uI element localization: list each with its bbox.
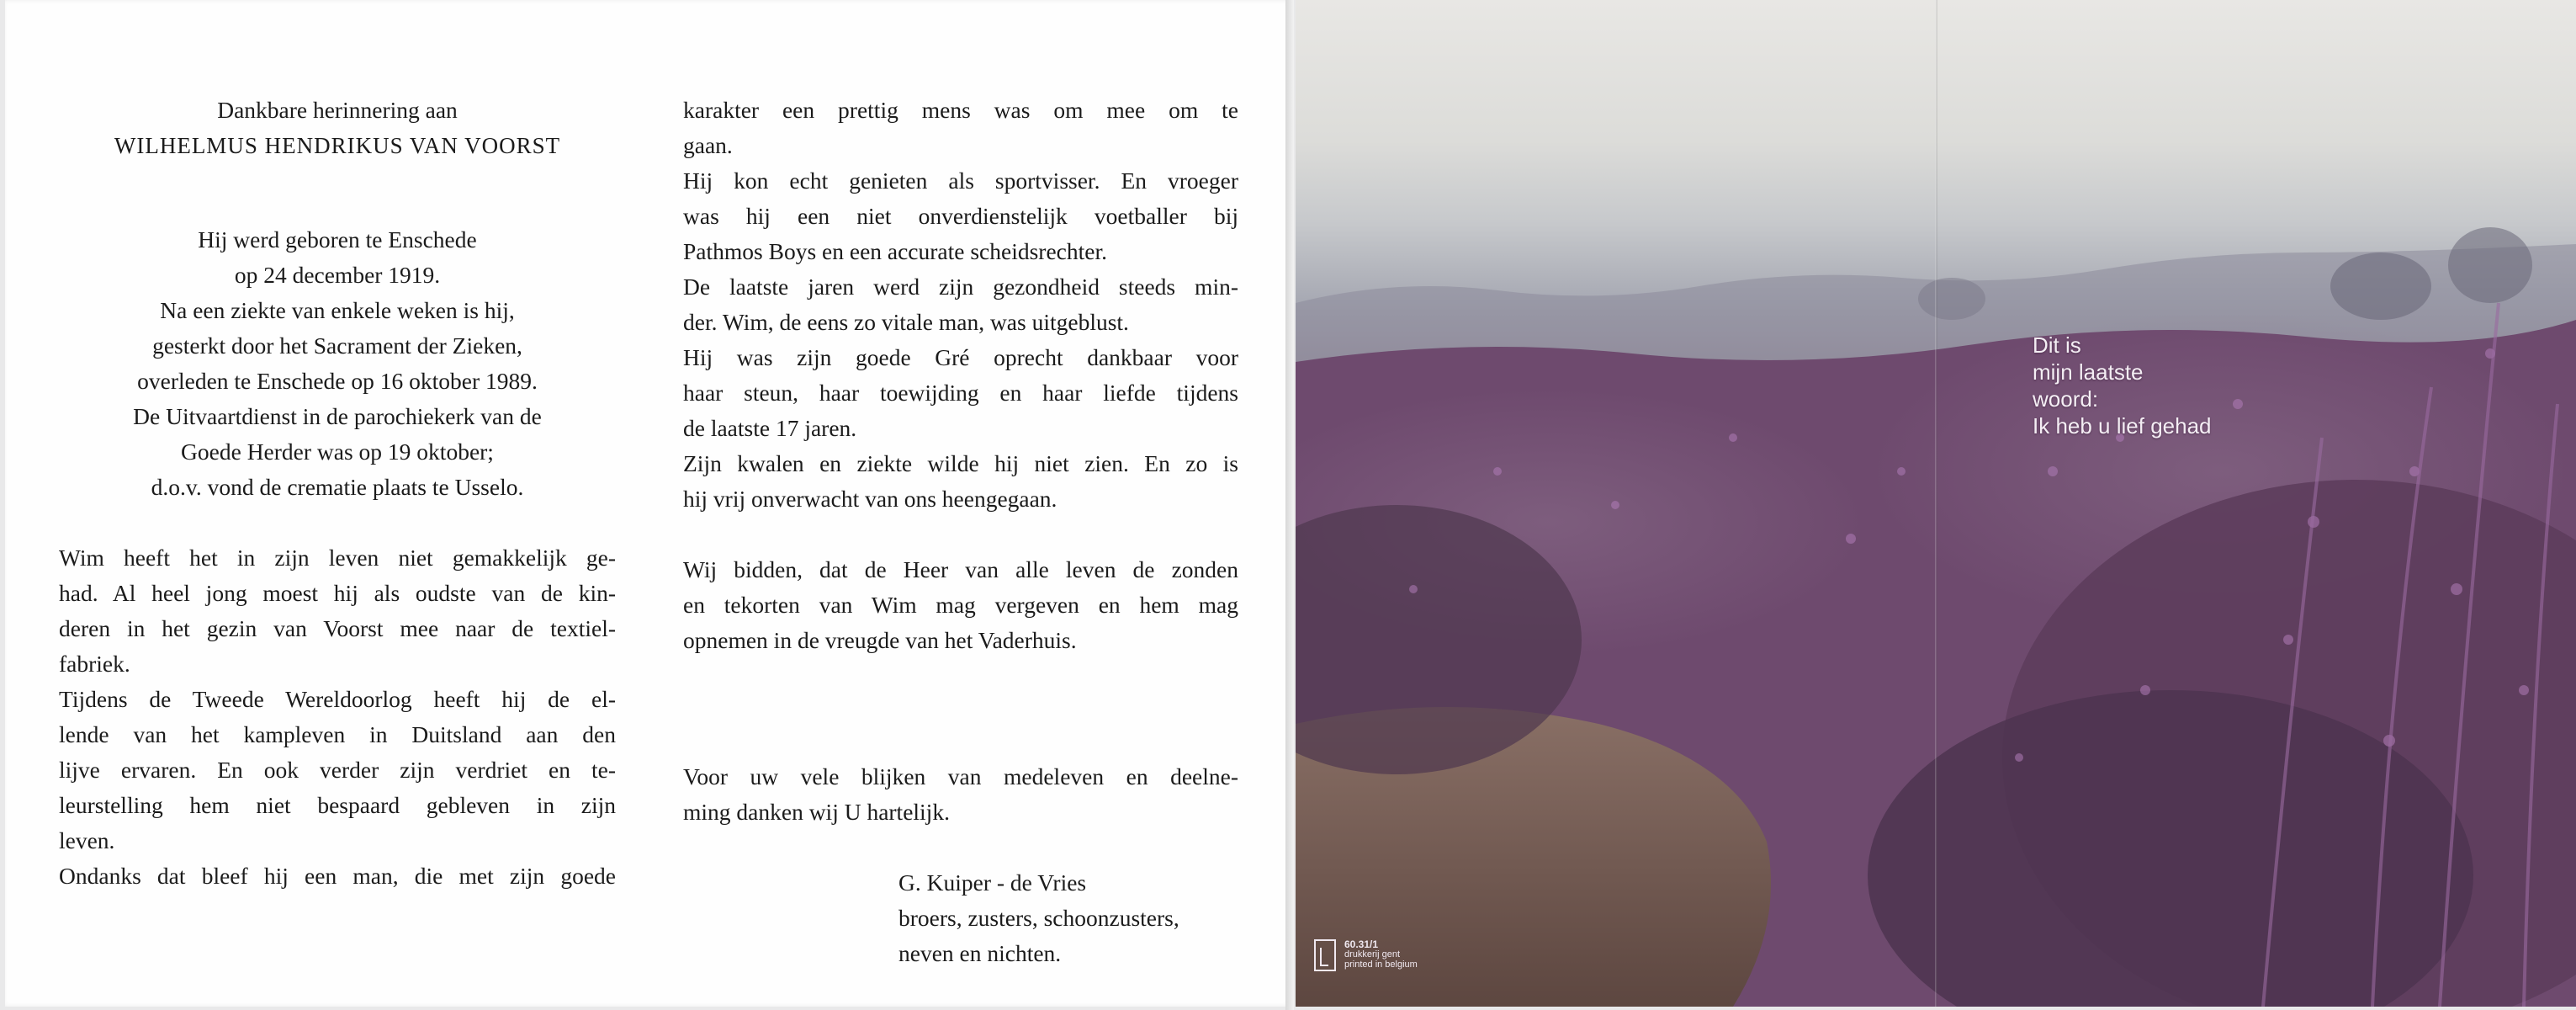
card-fold-line [1935,0,1937,1007]
memorial-heading: Dankbare herinnering aan [217,97,458,123]
text-line: leurstelling hem niet bespaard gebleven in zijn [59,792,616,818]
text-line: Pathmos Boys en een accurate scheidsrechter. [683,238,1107,264]
signature-line: broers, zusters, schoonzusters, [898,905,1179,931]
card-fold-shadow [1285,0,1294,1010]
gratitude-paragraph [683,340,1238,446]
printer-info [1344,939,1418,970]
poem-line: Dit is [2033,332,2081,358]
poem-line: woord: [2033,386,2099,412]
text-line: deren in het gezin van Voorst mee naar de textiel- [59,615,616,641]
text-line: Hij was zijn goede Gré oprecht dankbaar voor [683,344,1238,370]
text-line: Wij bidden, dat de Heer van alle leven de zonden [683,556,1238,582]
text-line: Hij kon echt genieten als sportvisser. En vroeger [683,167,1238,194]
signature-line: G. Kuiper - de Vries [898,869,1087,896]
signature-line: neven en nichten. [898,940,1062,966]
bio-line: d.o.v. vond de crematie plaats te Usselo. [151,474,524,500]
poem-line: mijn laatste [2033,359,2144,385]
text-line: karakter een prettig mens was om mee om te [683,97,1238,123]
printer-line: printed in belgium [1344,960,1418,970]
heather-photo [1296,0,2576,1007]
printer-mark [1314,939,1418,971]
text-line: de laatste 17 jaren. [683,415,857,441]
text-line: Voor uw vele blijken van medeleven en deelne- [683,763,1238,789]
text-line: Wim heeft het in zijn leven niet gemakkelijk ge- [59,545,616,571]
right-column [683,93,1238,971]
printer-line: drukkerij gent [1344,949,1401,960]
text-line: hij vrij onverwacht van ons heengegaan. [683,486,1057,512]
signature-block [898,865,1238,971]
life-paragraph-3 [59,858,616,894]
text-line: had. Al heel jong moest hij als oudste van de kin- [59,580,616,606]
bio-line: overleden te Enschede op 16 oktober 1989. [137,368,538,394]
text-line: der. Wim, de eens zo vitale man, was uitgeblust. [683,309,1129,335]
text-line: Tijdens de Tweede Wereldoorlog heeft hij de el- [59,686,616,712]
prayer-paragraph [683,552,1238,658]
life-paragraph-1 [59,540,616,682]
poem-line: Ik heb u lief gehad [2033,413,2212,439]
text-line: Ondanks dat bleef hij een man, die met zijn goede [59,863,616,889]
character-paragraph [683,93,1238,163]
bio-line: op 24 december 1919. [234,262,441,288]
bio-line: De Uitvaartdienst in de parochiekerk van de [133,403,542,429]
bio-block [59,222,616,505]
text-line: opnemen in de vreugde van het Vaderhuis. [683,627,1077,653]
life-paragraph-2 [59,682,616,858]
text-line: lende van het kampleven in Duitsland aan den [59,721,616,747]
deceased-name: WILHELMUS HENDRIKUS VAN VOORST [114,133,561,158]
thanks-paragraph [683,759,1238,830]
health-paragraph [683,269,1238,340]
text-panel [5,0,1291,1007]
poem-text [2033,332,2212,439]
text-line: ming danken wij U hartelijk. [683,799,950,825]
text-line: gaan. [683,132,733,158]
bio-line: gesterkt door het Sacrament der Zieken, [152,332,522,359]
text-line: was hij een niet onverdienstelijk voetballer bij [683,203,1238,229]
bio-line: Goede Herder was op 19 oktober; [181,439,494,465]
hobby-paragraph [683,163,1238,269]
bio-line: Hij werd geboren te Enschede [198,226,477,252]
text-line: De laatste jaren werd zijn gezondheid steeds min- [683,274,1238,300]
left-column [59,93,616,894]
text-line: lijve ervaren. En ook verder zijn verdriet en te- [59,757,616,783]
text-line: leven. [59,827,115,853]
text-line: en tekorten van Wim mag vergeven en hem mag [683,592,1238,618]
text-line: Zijn kwalen en ziekte wilde hij niet zien. En zo is [683,450,1238,476]
passing-paragraph [683,446,1238,517]
text-line: haar steun, haar toewijding en haar liefde tijdens [683,380,1238,406]
bio-line: Na een ziekte van enkele weken is hij, [160,297,515,323]
printer-logo-icon [1314,939,1336,971]
printer-code: 60.31/1 [1344,938,1379,950]
text-line: fabriek. [59,651,130,677]
